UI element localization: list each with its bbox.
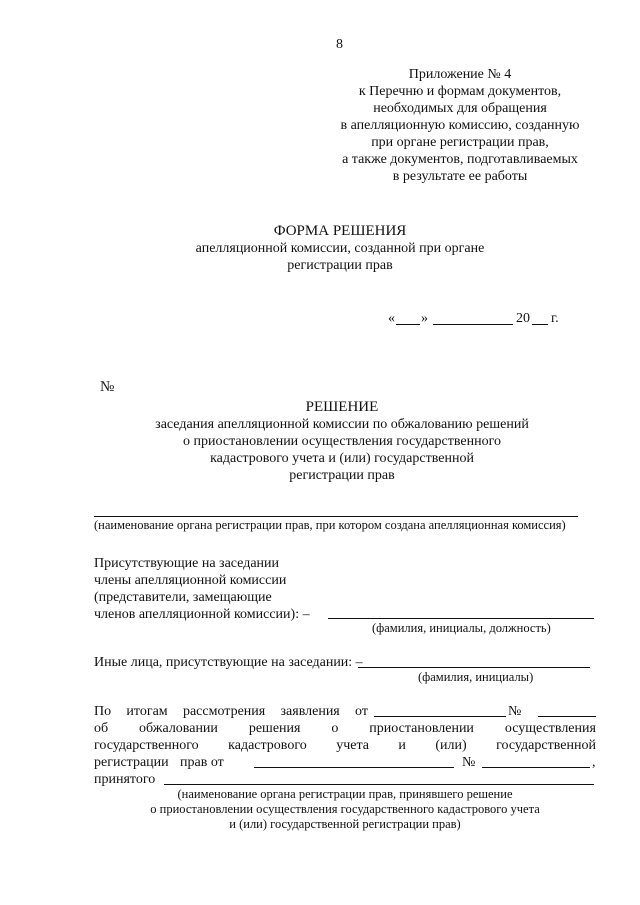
members-caption: (фамилия, инициалы, должность) (372, 621, 551, 635)
org-name-blank (94, 516, 578, 517)
appendix-line: в апелляционную комиссию, созданную (340, 118, 580, 133)
results-rights-from: прав от (180, 755, 224, 770)
results-word: кадастрового (228, 738, 307, 753)
appendix-line: а также документов, подготавливаемых (342, 152, 578, 167)
results-word: осуществления (504, 721, 596, 736)
results-word: По (94, 704, 112, 719)
decision-title: РЕШЕНИЕ (305, 399, 379, 415)
results-word: государственной (496, 738, 596, 753)
results-word: о (331, 721, 339, 736)
results-word: от (355, 704, 368, 719)
members-line: Присутствующие на заседании (94, 556, 280, 571)
application-date-blank (374, 716, 506, 717)
decision-block (100, 398, 584, 484)
results-word: государственного (94, 738, 199, 753)
caption-line: о приостановлении осуществления государственного кадастрового учета (150, 802, 540, 816)
year-prefix: 20 (516, 311, 530, 326)
caption-line: (наименование органа регистрации прав, принявшего решение (177, 787, 513, 801)
others-label: Иные лица, присутствующие на заседании: – (94, 655, 363, 670)
results-word: рассмотрения (182, 704, 266, 719)
form-title: ФОРМА РЕШЕНИЯ (273, 223, 407, 239)
date-open-quote: « (388, 311, 395, 326)
members-line: члены апелляционной комиссии (94, 573, 287, 588)
org-caption: (наименование органа регистрации прав, при котором создана апелляционная комиссия) (94, 518, 566, 532)
results-line-3 (94, 737, 596, 754)
results-word: (или) (435, 738, 467, 753)
accepting-org-blank (164, 784, 594, 785)
year-blank (532, 324, 548, 325)
application-number-sign: № (508, 704, 522, 719)
number-sign: № (100, 379, 115, 395)
form-title-block (140, 222, 540, 274)
day-blank (396, 324, 420, 325)
date-close-quote: » (421, 311, 428, 326)
appendix-block (310, 66, 610, 185)
form-subtitle-line: апелляционной комиссии, созданной при органе (195, 241, 485, 256)
registration-comma: , (592, 755, 596, 770)
appendix-line: при органе регистрации прав, (371, 135, 549, 150)
year-suffix: г. (551, 311, 559, 326)
results-word: решения (248, 721, 301, 736)
accepting-org-caption (94, 787, 596, 832)
results-registration-word: регистрации (94, 755, 169, 770)
page-number: 8 (336, 37, 343, 52)
results-word: обжаловании (139, 721, 218, 736)
others-blank (358, 667, 590, 668)
appendix-line: в результате ее работы (392, 169, 528, 184)
results-accepted-word: принятого (94, 772, 156, 787)
month-blank (433, 324, 513, 325)
registration-number-sign: № (462, 755, 476, 770)
members-block (94, 555, 594, 623)
results-word: и (398, 738, 406, 753)
results-word: заявления (280, 704, 340, 719)
caption-line: и (или) государственной регистрации прав) (229, 817, 461, 831)
members-blank (328, 618, 594, 619)
date-line (388, 310, 568, 330)
application-number-blank (538, 716, 596, 717)
results-line-2 (94, 720, 596, 737)
decision-line: кадастрового учета и (или) государственной (210, 451, 474, 466)
decision-line: о приостановлении осуществления государственного (183, 434, 501, 449)
appendix-line: необходимых для обращения (373, 101, 547, 116)
results-word: об (94, 721, 109, 736)
appendix-line: к Перечню и формам документов, (358, 84, 562, 99)
results-word: итогам (126, 704, 168, 719)
registration-date-blank (254, 767, 454, 768)
decision-line: регистрации прав (289, 468, 395, 483)
members-line: (представители, замещающие (94, 590, 272, 605)
form-subtitle-line: регистрации прав (287, 258, 393, 273)
results-line-1 (94, 703, 368, 720)
members-last-line: членов апелляционной комиссии): – (94, 607, 310, 622)
appendix-line: Приложение № 4 (408, 67, 512, 82)
others-caption: (фамилия, инициалы) (418, 670, 534, 684)
results-word: приостановлении (369, 721, 474, 736)
registration-number-blank (482, 767, 590, 768)
results-word: учета (336, 738, 369, 753)
decision-line: заседания апелляционной комиссии по обжалованию решений (155, 417, 529, 432)
